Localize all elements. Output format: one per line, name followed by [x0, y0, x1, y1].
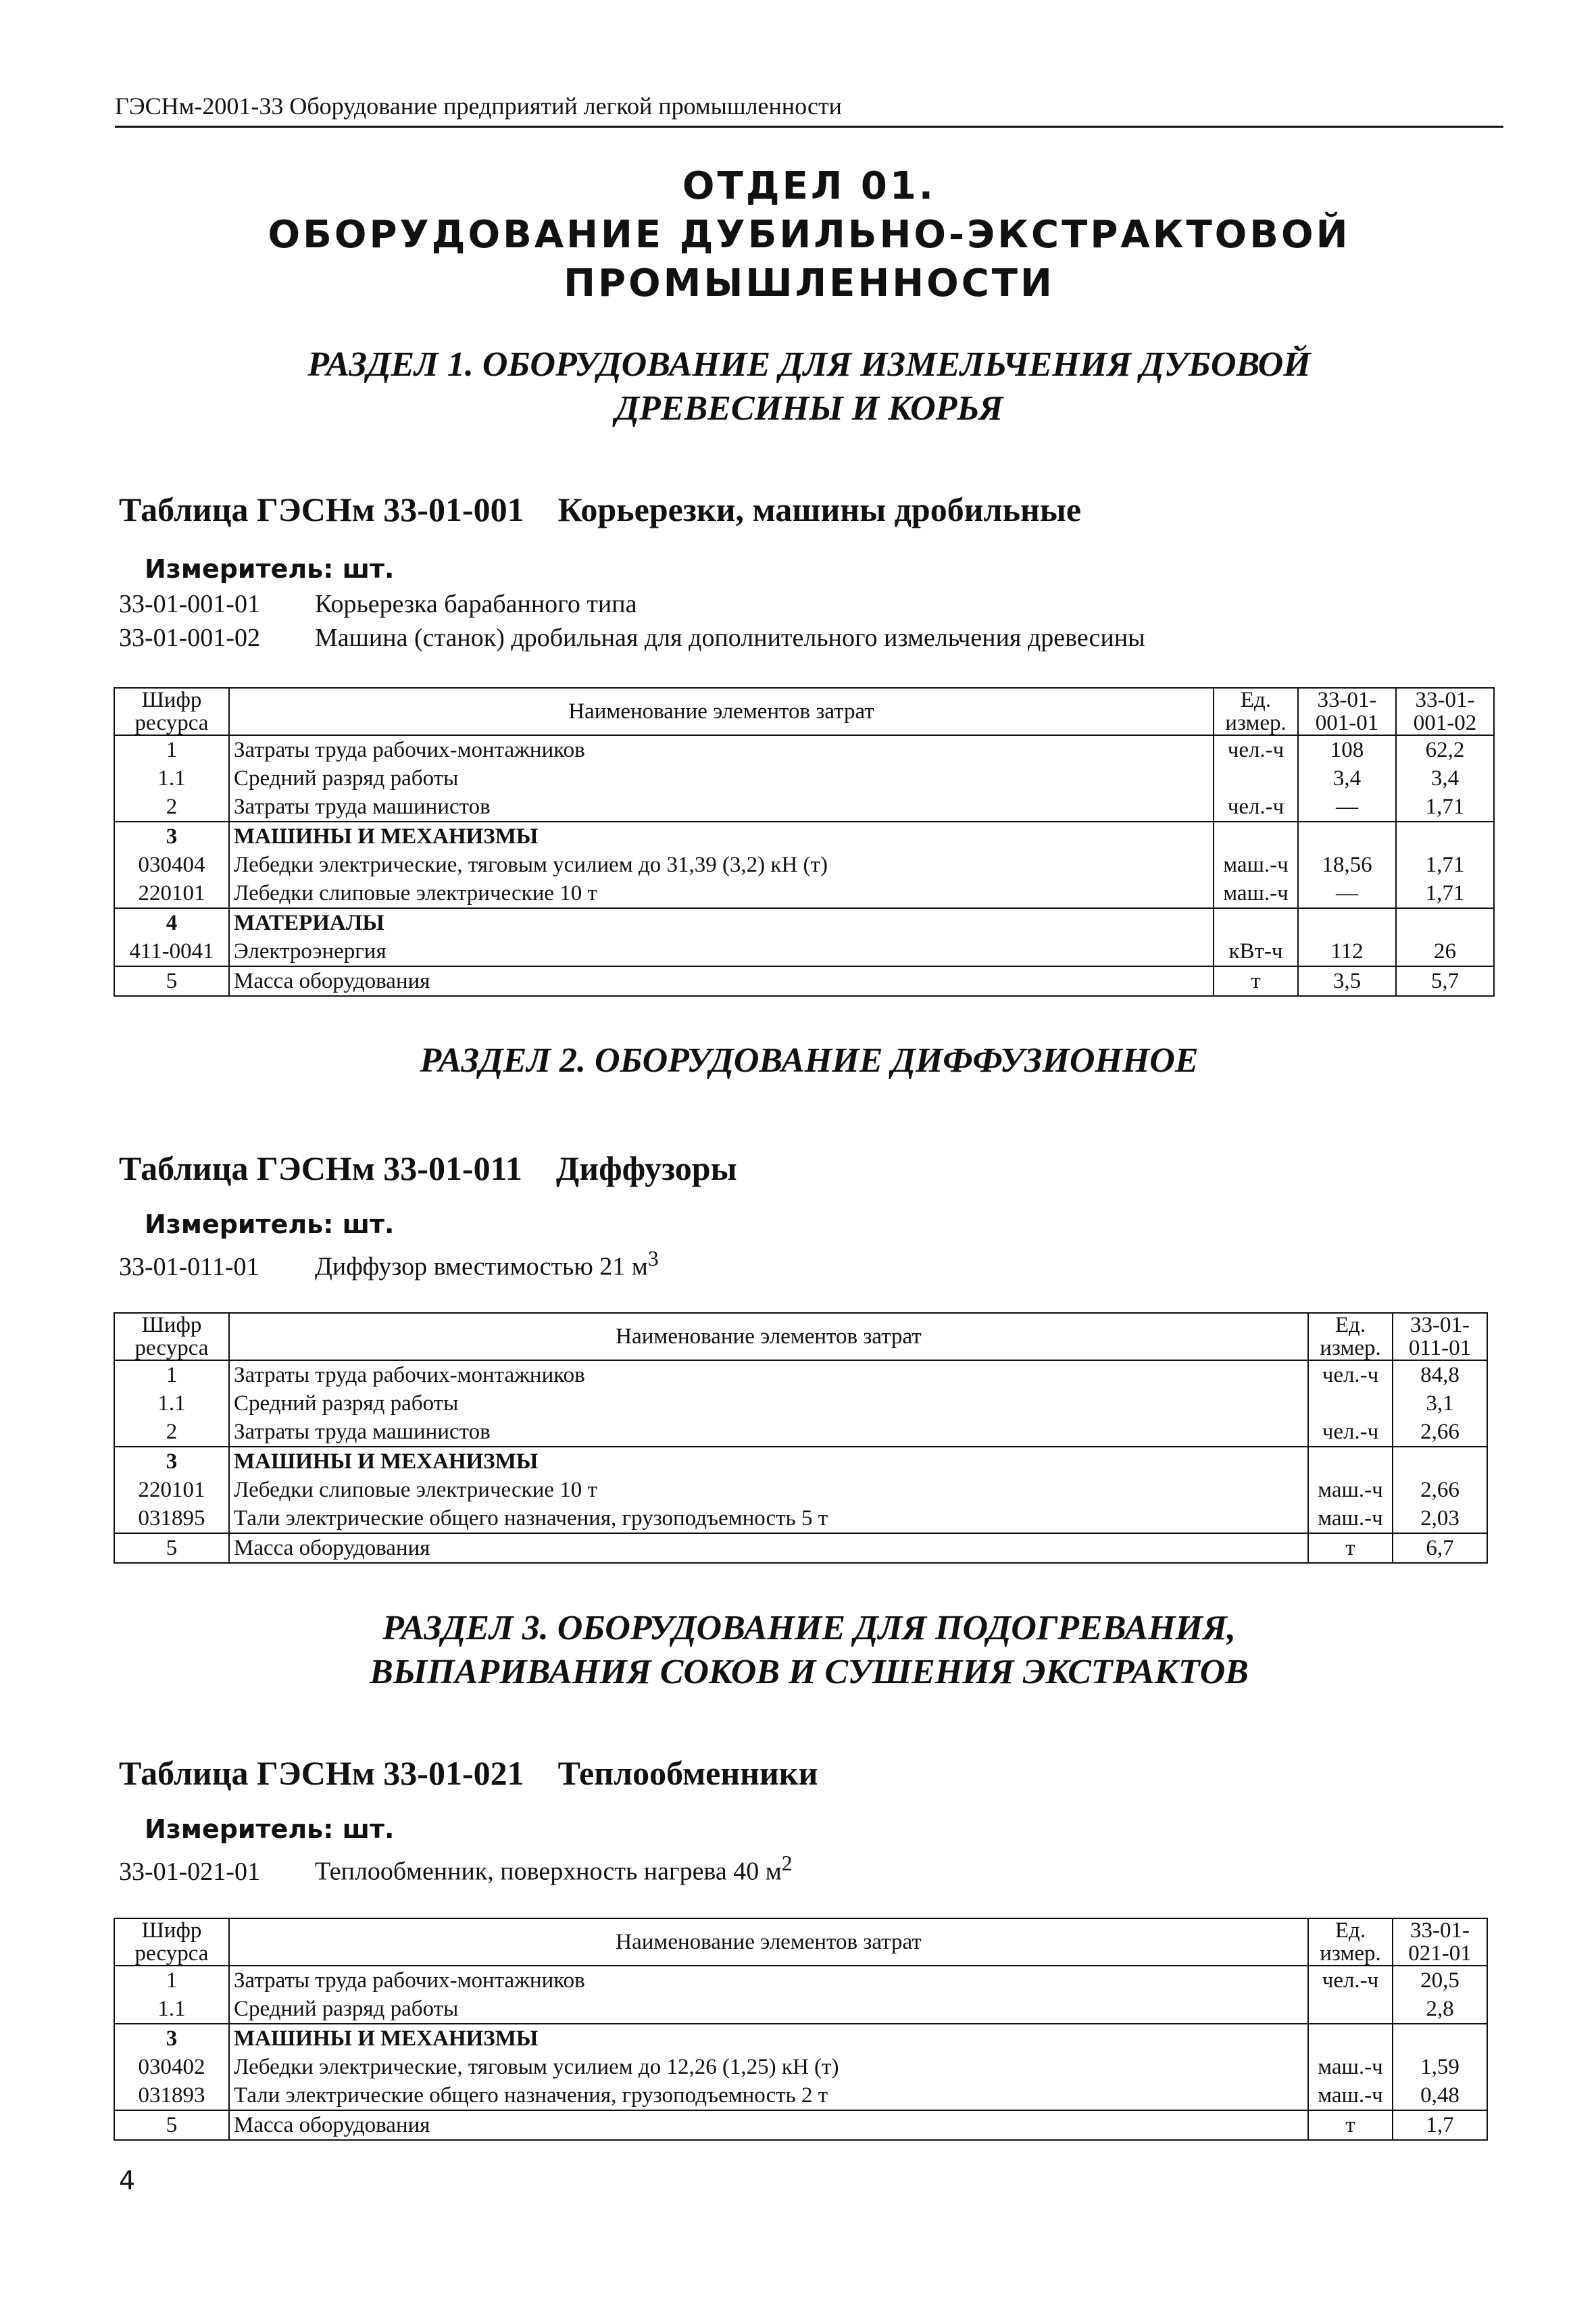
item-text: Диффузор вместимостью 21 м: [315, 1252, 648, 1281]
section-3-title-line2: ВЫПАРИВАНИЯ СОКОВ И СУШЕНИЯ ЭКСТРАКТОВ: [370, 1653, 1249, 1691]
cell-code: 031893: [114, 2081, 229, 2110]
cell-unit: маш.-ч: [1308, 1504, 1393, 1533]
cell-value: —: [1298, 879, 1396, 908]
cell-name: Затраты труда рабочих-монтажников: [229, 735, 1214, 764]
table-row: [114, 1533, 1487, 1563]
table-1-item: [119, 623, 1145, 653]
cell-unit: маш.-ч: [1214, 851, 1298, 879]
header-norm-code: 33-01-001-01: [1298, 688, 1396, 735]
page-number: 4: [119, 2166, 136, 2195]
cell-unit: чел.-ч: [1308, 1966, 1393, 1995]
cell-name: Средний разряд работы: [229, 764, 1214, 793]
cell-value: —: [1298, 793, 1396, 822]
cell-name: Электроэнергия: [229, 937, 1214, 966]
table-header-row: [114, 1918, 1487, 1966]
cell-code: 030404: [114, 851, 229, 879]
department-title-line2: ОБОРУДОВАНИЕ ДУБИЛЬНО-ЭКСТРАКТОВОЙ: [268, 213, 1351, 257]
cell-unit: чел.-ч: [1308, 1360, 1393, 1389]
cell-unit: чел.-ч: [1214, 735, 1298, 764]
table-row: [114, 793, 1494, 822]
table-row: [114, 1504, 1487, 1533]
cell-code: 1.1: [114, 1995, 229, 2024]
item-code: 33-01-001-02: [119, 624, 260, 652]
cell-value: [1298, 908, 1396, 937]
header-name: Наименование элементов затрат: [229, 688, 1214, 735]
header-code: Шифр ресурса: [114, 688, 229, 735]
item-sup: 3: [647, 1247, 659, 1270]
cell-value: 26: [1396, 937, 1494, 966]
cell-name: МАТЕРИАЛЫ: [229, 908, 1214, 937]
cell-value: 1,71: [1396, 793, 1494, 822]
table-row: [114, 966, 1494, 996]
cell-value: 3,1: [1393, 1389, 1487, 1418]
table-2-label: Таблица ГЭСНм 33-01-011: [119, 1149, 522, 1187]
cell-unit: т: [1308, 2110, 1393, 2140]
cell-name: Лебедки электрические, тяговым усилием до 12,26 (1,25) кН (т): [229, 2053, 1308, 2081]
cell-value: 2,03: [1393, 1504, 1487, 1533]
cell-value: 84,8: [1393, 1360, 1487, 1389]
item-code: 33-01-001-01: [119, 590, 260, 618]
table-3-label: Таблица ГЭСНм 33-01-021: [119, 1754, 524, 1792]
cell-value: 112: [1298, 937, 1396, 966]
table-row: [114, 851, 1494, 879]
cell-code: 3: [114, 822, 229, 851]
page-header: ГЭСНм-2001-33 Оборудование предприятий легкой промышленности: [115, 92, 1503, 128]
table-row: [114, 879, 1494, 908]
cell-code: 2: [114, 1418, 229, 1447]
cell-unit: кВт-ч: [1214, 937, 1298, 966]
table-1-measure: Измеритель: шт.: [145, 554, 395, 584]
norm-table-1: [114, 687, 1495, 997]
cell-name: Лебедки слиповые электрические 10 т: [229, 1476, 1308, 1504]
header-unit: Ед. измер.: [1308, 1918, 1393, 1966]
cell-code: 1: [114, 1360, 229, 1389]
cell-code: 5: [114, 2110, 229, 2140]
cell-unit: чел.-ч: [1308, 1418, 1393, 1447]
table-row: [114, 2081, 1487, 2110]
cell-name: Средний разряд работы: [229, 1389, 1308, 1418]
header-unit: Ед. измер.: [1308, 1313, 1393, 1360]
header-norm-code: 33-01-021-01: [1393, 1918, 1487, 1966]
table-2-item: [119, 1247, 659, 1282]
cell-value: 3,5: [1298, 966, 1396, 996]
table-1-item: [119, 589, 637, 619]
item-code: 33-01-011-01: [119, 1252, 259, 1281]
table-1-label: Таблица ГЭСНм 33-01-001: [119, 491, 524, 528]
cell-name: МАШИНЫ И МЕХАНИЗМЫ: [229, 1447, 1308, 1476]
header-norm-code: 33-01-011-01: [1393, 1313, 1487, 1360]
header-unit: Ед. измер.: [1214, 688, 1298, 735]
table-row: [114, 1476, 1487, 1504]
cell-unit: маш.-ч: [1308, 2081, 1393, 2110]
table-row: [114, 1966, 1487, 1995]
cell-value: 1,71: [1396, 851, 1494, 879]
table-row: [114, 1418, 1487, 1447]
table-1-name: Корьерезки, машины дробильные: [557, 491, 1082, 528]
table-3-title: [119, 1753, 818, 1793]
header-norm-code: 33-01-001-02: [1396, 688, 1494, 735]
cell-unit: чел.-ч: [1214, 793, 1298, 822]
cell-value: [1298, 822, 1396, 851]
cell-name: Затраты труда рабочих-монтажников: [229, 1360, 1308, 1389]
header-code: Шифр ресурса: [114, 1313, 229, 1360]
cell-code: 220101: [114, 1476, 229, 1504]
cell-value: 18,56: [1298, 851, 1396, 879]
cell-value: 1,71: [1396, 879, 1494, 908]
norm-table-3: [114, 1918, 1488, 2141]
department-title-line3: ПРОМЫШЛЕННОСТИ: [564, 262, 1055, 305]
item-text: Теплообменник, поверхность нагрева 40 м: [315, 1857, 782, 1886]
cell-code: 1.1: [114, 764, 229, 793]
header-code: Шифр ресурса: [114, 1918, 229, 1966]
cell-name: Тали электрические общего назначения, грузоподъемность 5 т: [229, 1504, 1308, 1533]
cell-value: 20,5: [1393, 1966, 1487, 1995]
cell-code: 3: [114, 1447, 229, 1476]
cell-code: 5: [114, 1533, 229, 1563]
cell-value: 62,2: [1396, 735, 1494, 764]
cell-unit: т: [1214, 966, 1298, 996]
cell-value: [1393, 2024, 1487, 2053]
cell-name: Лебедки электрические, тяговым усилием до 31,39 (3,2) кН (т): [229, 851, 1214, 879]
header-name: Наименование элементов затрат: [229, 1313, 1308, 1360]
cell-name: МАШИНЫ И МЕХАНИЗМЫ: [229, 822, 1214, 851]
table-row: [114, 937, 1494, 966]
cell-unit: [1308, 1995, 1393, 2024]
table-3-item: [119, 1851, 793, 1887]
table-2-name: Диффузоры: [555, 1149, 737, 1187]
section-2-title: РАЗДЕЛ 2. ОБОРУДОВАНИЕ ДИФФУЗИОННОЕ: [420, 1041, 1199, 1080]
cell-name: Масса оборудования: [229, 1533, 1308, 1563]
cell-code: 411-0041: [114, 937, 229, 966]
cell-value: 1,59: [1393, 2053, 1487, 2081]
table-header-row: [114, 688, 1494, 735]
cell-value: 2,66: [1393, 1418, 1487, 1447]
table-3-measure: Измеритель: шт.: [145, 1814, 395, 1844]
cell-name: Тали электрические общего назначения, грузоподъемность 2 т: [229, 2081, 1308, 2110]
cell-unit: [1214, 908, 1298, 937]
cell-code: 031895: [114, 1504, 229, 1533]
cell-unit: маш.-ч: [1308, 1476, 1393, 1504]
table-row: [114, 2053, 1487, 2081]
table-row: [114, 822, 1494, 851]
cell-unit: маш.-ч: [1214, 879, 1298, 908]
cell-name: Средний разряд работы: [229, 1995, 1308, 2024]
table-3-name: Теплообменники: [557, 1754, 818, 1792]
cell-unit: [1308, 2024, 1393, 2053]
cell-value: [1396, 822, 1494, 851]
table-row: [114, 1360, 1487, 1389]
cell-code: 2: [114, 793, 229, 822]
table-1-title: [119, 490, 1081, 529]
cell-code: 5: [114, 966, 229, 996]
cell-name: Затраты труда машинистов: [229, 793, 1214, 822]
table-2-title: [119, 1149, 737, 1188]
cell-value: 2,8: [1393, 1995, 1487, 2024]
cell-name: Лебедки слиповые электрические 10 т: [229, 879, 1214, 908]
cell-value: 6,7: [1393, 1533, 1487, 1563]
table-row: [114, 908, 1494, 937]
cell-code: 4: [114, 908, 229, 937]
cell-name: Масса оборудования: [229, 966, 1214, 996]
section-3-title-line1: РАЗДЕЛ 3. ОБОРУДОВАНИЕ ДЛЯ ПОДОГРЕВАНИЯ,: [382, 1609, 1236, 1647]
cell-code: 220101: [114, 879, 229, 908]
cell-value: 108: [1298, 735, 1396, 764]
item-code: 33-01-021-01: [119, 1857, 260, 1886]
cell-unit: [1308, 1389, 1393, 1418]
item-sup: 2: [781, 1851, 793, 1875]
cell-value: 0,48: [1393, 2081, 1487, 2110]
cell-code: 030402: [114, 2053, 229, 2081]
cell-unit: [1214, 764, 1298, 793]
table-2-measure: Измеритель: шт.: [145, 1210, 395, 1239]
cell-value: 5,7: [1396, 966, 1494, 996]
cell-value: 1,7: [1393, 2110, 1487, 2140]
department-title-line1: ОТДЕЛ 01.: [682, 164, 937, 208]
table-row: [114, 735, 1494, 764]
cell-code: 1: [114, 735, 229, 764]
cell-unit: [1308, 1447, 1393, 1476]
section-1-title-line1: РАЗДЕЛ 1. ОБОРУДОВАНИЕ ДЛЯ ИЗМЕЛЬЧЕНИЯ ДУБОВОЙ: [307, 345, 1311, 384]
cell-name: Затраты труда рабочих-монтажников: [229, 1966, 1308, 1995]
cell-unit: [1214, 822, 1298, 851]
cell-code: 3: [114, 2024, 229, 2053]
table-row: [114, 764, 1494, 793]
header-name: Наименование элементов затрат: [229, 1918, 1308, 1966]
table-header-row: [114, 1313, 1487, 1360]
table-row: [114, 2110, 1487, 2140]
table-row: [114, 2024, 1487, 2053]
item-text: Машина (станок) дробильная для дополнительного измельчения древесины: [315, 624, 1145, 652]
cell-code: 1: [114, 1966, 229, 1995]
cell-value: 2,66: [1393, 1476, 1487, 1504]
cell-value: 3,4: [1396, 764, 1494, 793]
cell-value: [1393, 1447, 1487, 1476]
table-row: [114, 1389, 1487, 1418]
cell-unit: маш.-ч: [1308, 2053, 1393, 2081]
cell-unit: т: [1308, 1533, 1393, 1563]
cell-value: 3,4: [1298, 764, 1396, 793]
cell-code: 1.1: [114, 1389, 229, 1418]
table-row: [114, 1995, 1487, 2024]
section-1-title-line2: ДРЕВЕСИНЫ И КОРЬЯ: [615, 389, 1003, 428]
cell-name: Масса оборудования: [229, 2110, 1308, 2140]
norm-table-2: [114, 1312, 1488, 1564]
table-row: [114, 1447, 1487, 1476]
cell-name: МАШИНЫ И МЕХАНИЗМЫ: [229, 2024, 1308, 2053]
cell-value: [1396, 908, 1494, 937]
cell-name: Затраты труда машинистов: [229, 1418, 1308, 1447]
item-text: Корьерезка барабанного типа: [315, 590, 637, 618]
